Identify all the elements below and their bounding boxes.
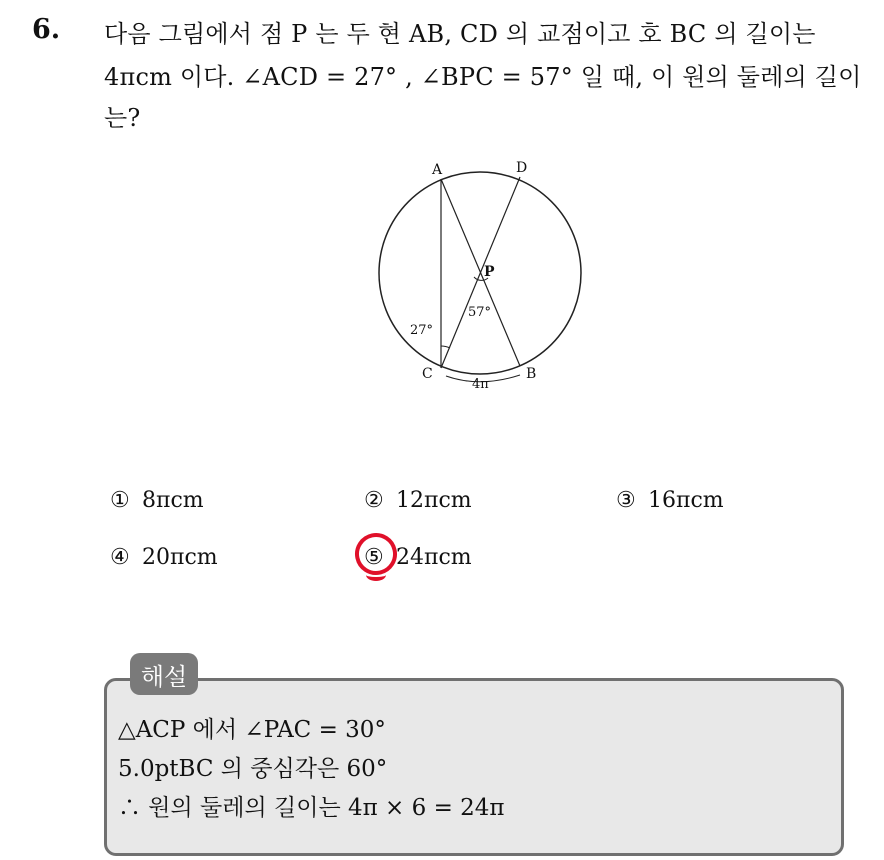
choice-number: ⑤ bbox=[364, 545, 384, 570]
choice-number: ① bbox=[110, 488, 130, 513]
choice-number: ④ bbox=[110, 545, 130, 570]
solution-line-1: △ACP 에서 ∠PAC = 30° bbox=[118, 717, 386, 743]
angle-acd-label: 27° bbox=[410, 323, 434, 338]
arc-bc-label: 4π bbox=[472, 377, 489, 392]
choice-text: 16πcm bbox=[648, 488, 724, 513]
question-text-line-1: 다음 그림에서 점 P 는 두 현 AB, CD 의 교점이고 호 BC 의 길이는 bbox=[104, 20, 816, 48]
question-text-line-3: 는? bbox=[104, 104, 141, 132]
answer-circle-tail bbox=[366, 569, 386, 581]
choice-2[interactable] bbox=[364, 488, 472, 513]
angle-acd-arc bbox=[441, 346, 450, 348]
label-p: P bbox=[484, 264, 495, 280]
choice-text: 24πcm bbox=[396, 545, 472, 570]
choice-number: ② bbox=[364, 488, 384, 513]
label-b: B bbox=[526, 366, 537, 382]
choice-text: 8πcm bbox=[142, 488, 204, 513]
circle-diagram bbox=[358, 150, 598, 400]
label-a: A bbox=[432, 162, 443, 178]
label-c: C bbox=[422, 366, 433, 382]
choice-4[interactable] bbox=[110, 545, 218, 570]
choice-text: 12πcm bbox=[396, 488, 472, 513]
solution-tab: 해설 bbox=[130, 653, 198, 695]
question-text-line-2: 4πcm 이다. ∠ACD = 27° , ∠BPC = 57° 일 때, 이 원의 둘레의 길이 bbox=[104, 63, 862, 91]
choice-3[interactable] bbox=[616, 488, 724, 513]
label-d: D bbox=[516, 160, 528, 176]
choice-1[interactable] bbox=[110, 488, 204, 513]
angle-bpc-label: 57° bbox=[468, 305, 492, 320]
solution-line-3: ∴ 원의 둘레의 길이는 4π × 6 = 24π bbox=[118, 795, 505, 821]
solution-line-2: 5.0ptBC 의 중심각은 60° bbox=[118, 756, 388, 782]
choice-number: ③ bbox=[616, 488, 636, 513]
choice-text: 20πcm bbox=[142, 545, 218, 570]
question-number: 6. bbox=[32, 14, 61, 45]
